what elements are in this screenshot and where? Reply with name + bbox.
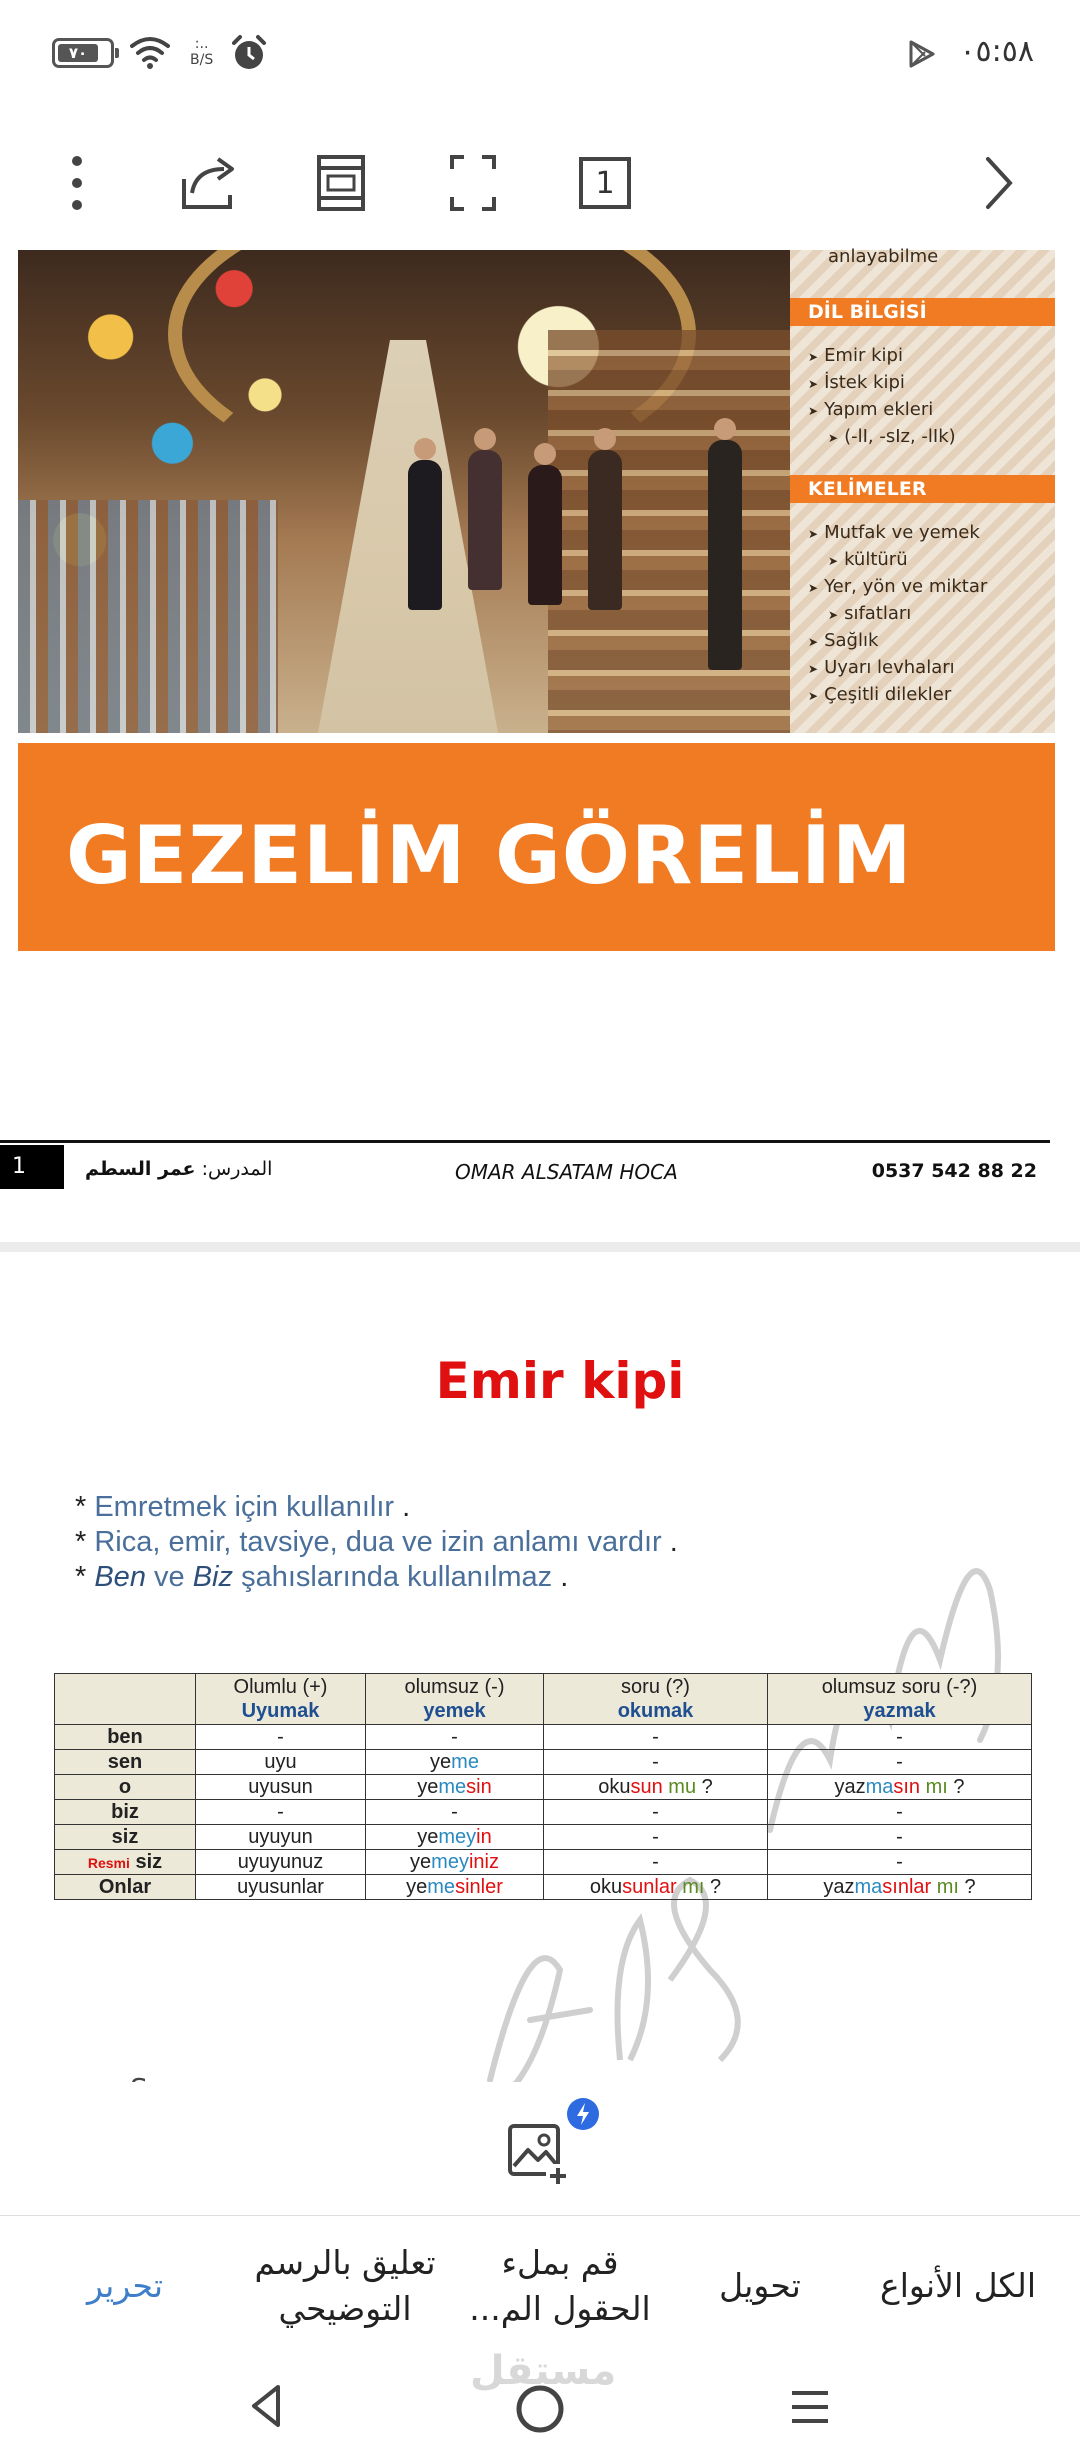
page-number: 1 [0, 1145, 64, 1189]
table-row: Onlar uyusunlar yemesinler okusunlar mı ? yazmasınlar mı ? [55, 1875, 1032, 1900]
column-header: soru (?) okumak [544, 1674, 768, 1725]
page-separator [0, 1242, 1080, 1252]
table-row: siz uyuyun yemeyin - - [55, 1825, 1032, 1850]
table-row: o uyusun yemesin okusun mu ? yazmasın mı ? [55, 1775, 1032, 1800]
tab-convert[interactable]: تحويل [719, 2266, 801, 2305]
play-protect-icon [905, 38, 937, 70]
list-item: * Rica, emir, tavsiye, dua ve izin anlamı vardır . [75, 1526, 678, 1558]
grammar-heading: DİL BİLGİSİ [790, 298, 1055, 326]
chapter-title: GEZELİM GÖRELİM [66, 809, 913, 902]
phone-number: 0537 542 88 22 [871, 1160, 1037, 1182]
list-item: ➤ Uyarı levhaları [808, 655, 987, 682]
clock: ٠٥:٥٨ [959, 34, 1034, 69]
fullscreen-icon[interactable] [440, 150, 506, 216]
list-item: ➤ Yapım ekleri [808, 397, 956, 424]
teacher-label: المدرس: عمر السطم [85, 1158, 273, 1180]
bottom-action-bar [0, 2215, 1080, 2356]
wifi-icon [128, 34, 172, 70]
table-row: biz - - - - [55, 1800, 1032, 1825]
network-speed: :.. B/S [190, 36, 214, 68]
tab-fill-fields[interactable]: قم بملء الحقول الم... [469, 2243, 651, 2328]
list-item: ➤ Yer, yön ve miktar [808, 574, 987, 601]
tab-edit[interactable]: تحرير [86, 2266, 164, 2305]
page-count-icon[interactable] [572, 150, 638, 216]
usage-notes [75, 1490, 678, 1595]
recents-icon[interactable] [788, 2385, 832, 2429]
status-bar [0, 0, 1080, 110]
page-count: 1 [579, 157, 631, 209]
list-item: ➤ İstek kipi [808, 370, 956, 397]
teacher-name-latin: OMAR ALSATAM HOCA [455, 1160, 678, 1184]
add-image-icon[interactable] [502, 2118, 572, 2188]
tab-annotate[interactable]: تعليق بالرسم التوضيحي [254, 2243, 436, 2328]
list-item: ➤ sıfatları [808, 601, 987, 628]
list-item: * Emretmek için kullanılır . [75, 1491, 411, 1523]
list-item: ➤ (-lI, -sIz, -lIk) [808, 424, 956, 451]
list-item: ➤ Emir kipi [808, 343, 956, 370]
footer-divider [0, 1140, 1050, 1143]
panel-top-text: anlayabilme [828, 246, 939, 267]
column-header: olumsuz soru (-?) yazmak [768, 1674, 1032, 1725]
reading-mode-icon[interactable] [308, 150, 374, 216]
share-icon[interactable] [176, 150, 242, 216]
list-item: ➤ Mutfak ve yemek [808, 520, 987, 547]
page-title: Emir kipi [435, 1352, 685, 1410]
table-row: ben - - - - [55, 1725, 1032, 1750]
table-row: Resmi siz uyuyunuz yemeyiniz - - [55, 1850, 1032, 1875]
table-row: sen uyu yeme - - [55, 1750, 1032, 1775]
ai-badge-icon [567, 2098, 599, 2130]
vocab-list [808, 520, 987, 709]
chapter-banner [18, 743, 1055, 951]
chapter-overview-panel [790, 246, 1055, 733]
back-icon[interactable] [246, 2381, 286, 2431]
document-page-1 [0, 246, 1080, 1240]
table-header-row [55, 1674, 1032, 1725]
next-icon[interactable] [966, 150, 1032, 216]
list-item: * Ben ve Biz şahıslarında kullanılmaz . [75, 1561, 569, 1593]
battery-level: ٧٠ [58, 44, 98, 62]
list-item: ➤ kültürü [808, 547, 987, 574]
table-corner-cell [55, 1674, 196, 1725]
grammar-list [808, 343, 956, 451]
conjugation-table [54, 1673, 1032, 1900]
alarm-clock-icon [230, 34, 268, 72]
column-header: Olumlu (+) Uyumak [196, 1674, 366, 1725]
vocab-heading: KELİMELER [790, 475, 1055, 503]
tab-all-types[interactable]: الكل الأنواع [880, 2266, 1037, 2305]
more-icon[interactable] [44, 150, 110, 216]
list-item: ➤ Sağlık [808, 628, 987, 655]
bazaar-photo [18, 250, 790, 733]
column-header: olumsuz (-) yemek [366, 1674, 544, 1725]
watermark-logo: مستقل [470, 2348, 617, 2394]
list-item: ➤ Çeşitli dilekler [808, 682, 987, 709]
battery-icon [52, 38, 114, 68]
viewer-toolbar [0, 110, 1080, 250]
